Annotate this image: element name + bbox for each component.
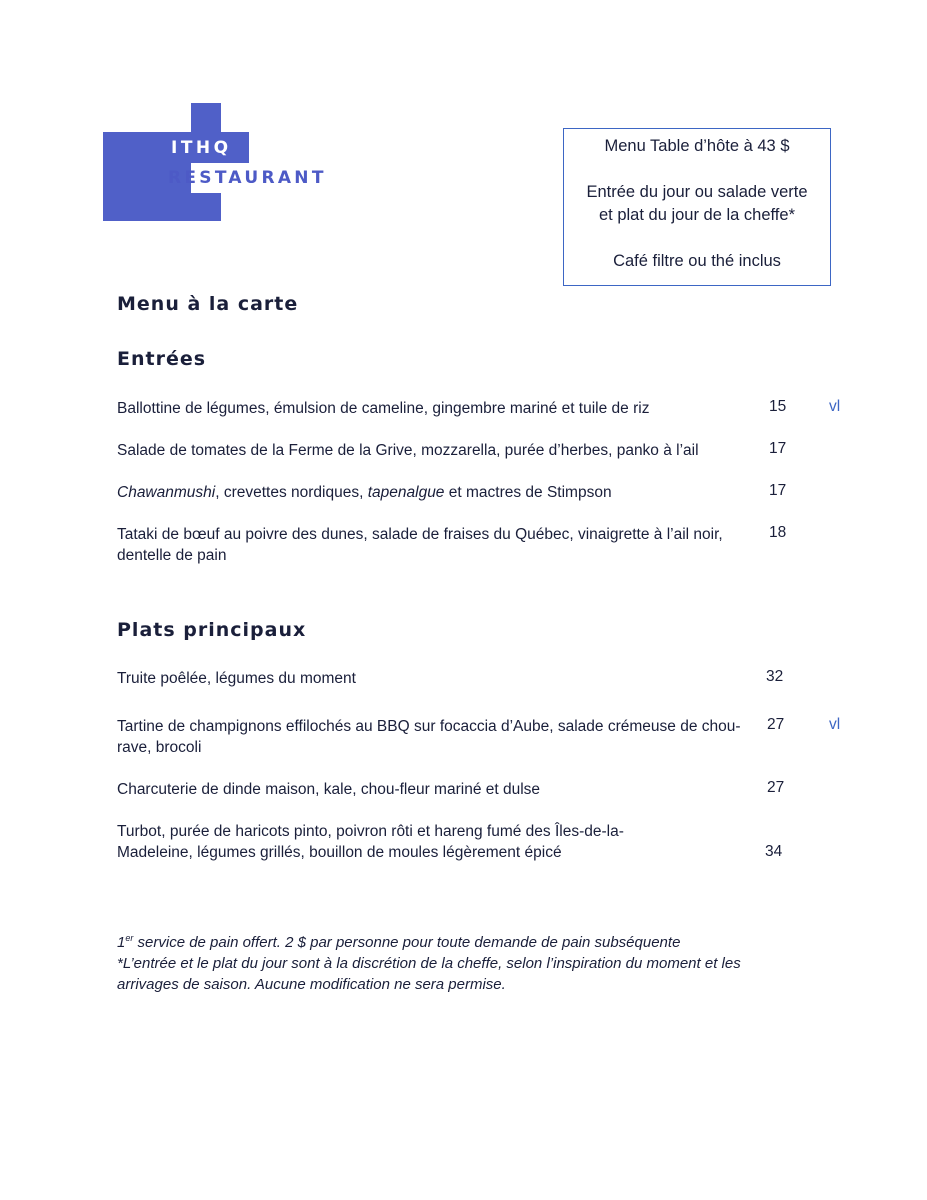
menu-item-price: 32 xyxy=(766,668,784,685)
menu-item-tag: vl xyxy=(829,398,841,415)
menu-item-text: Ballottine de légumes, émulsion de cameline, gingembre mariné et tuile de riz xyxy=(117,400,650,417)
menu-item-price: 34 xyxy=(765,843,783,860)
menu-item-text: Turbot, purée de haricots pinto, poivron rôti et hareng fumé des Îles-de-la-Madeleine, légumes grillés, bouillon de moules légèrement épicé xyxy=(117,823,624,861)
menu-item-text: Charcuterie de dinde maison, kale, chou-fleur mariné et dulse xyxy=(117,781,541,798)
logo-block-bottom xyxy=(191,193,221,221)
menu-item-text: Tataki de bœuf au poivre des dunes, salade de fraises du Québec, vinaigrette à l’ail noir, dentelle de pain xyxy=(117,526,723,564)
menu-item-text: Tartine de champignons effilochés au BBQ sur focaccia d’Aube, salade crémeuse de chou-rave, brocoli xyxy=(117,718,741,756)
logo-text-restaurant: RESTAURANT xyxy=(168,168,327,188)
menu-item-italic-text: Chawanmushi xyxy=(117,484,216,501)
bread-note xyxy=(117,928,777,953)
menu-item-price: 18 xyxy=(769,524,787,541)
section-title-plats-principaux: Plats principaux xyxy=(117,619,307,641)
menu-item xyxy=(117,821,692,863)
menu-item-text: Truite poêlée, légumes du moment xyxy=(117,670,356,687)
section-title-entrees: Entrées xyxy=(117,348,207,370)
table-dhote-line2: et plat du jour de la cheffe* xyxy=(598,206,795,224)
menu-item-price: 17 xyxy=(769,482,787,499)
menu-item xyxy=(117,398,757,419)
logo-text-ithq: ITHQ xyxy=(171,138,232,158)
menu-item xyxy=(117,524,742,566)
restaurant-logo xyxy=(103,103,353,223)
menu-item xyxy=(117,668,757,689)
bread-note-sup: er xyxy=(125,933,134,943)
menu-item-text: Salade de tomates de la Ferme de la Grive, mozzarella, purée d’herbes, panko à l’ail xyxy=(117,442,699,459)
menu-item xyxy=(117,716,749,758)
menu-item xyxy=(117,779,757,800)
menu-notes xyxy=(117,928,777,995)
cheffe-note: *L’entrée et le plat du jour sont à la discrétion de la cheffe, selon l’inspiration du moment et les arrivages de saison. Aucune modification ne sera permise. xyxy=(117,955,741,993)
menu-item xyxy=(117,440,757,461)
table-dhote-line1: Entrée du jour ou salade verte xyxy=(586,183,808,201)
menu-item-price: 15 xyxy=(769,398,787,415)
menu-item-tag: vl xyxy=(829,716,841,733)
bread-note-text: service de pain offert. 2 $ par personne pour toute demande de pain subséquente xyxy=(133,934,681,951)
menu-title: Menu à la carte xyxy=(117,293,299,315)
menu-item-text: et mactres de Stimpson xyxy=(444,484,612,501)
menu-item-price: 17 xyxy=(769,440,787,457)
table-dhote-box xyxy=(563,128,831,286)
menu-item-price: 27 xyxy=(767,779,785,796)
table-dhote-title: Menu Table d’hôte à 43 $ xyxy=(604,137,790,155)
menu-item-italic-text: tapenalgue xyxy=(367,484,445,501)
menu-item xyxy=(117,482,757,503)
menu-item-price: 27 xyxy=(767,716,785,733)
bread-note-number: 1 xyxy=(117,934,126,951)
table-dhote-line3: Café filtre ou thé inclus xyxy=(613,252,781,270)
menu-item-text: , crevettes nordiques, xyxy=(215,484,368,501)
